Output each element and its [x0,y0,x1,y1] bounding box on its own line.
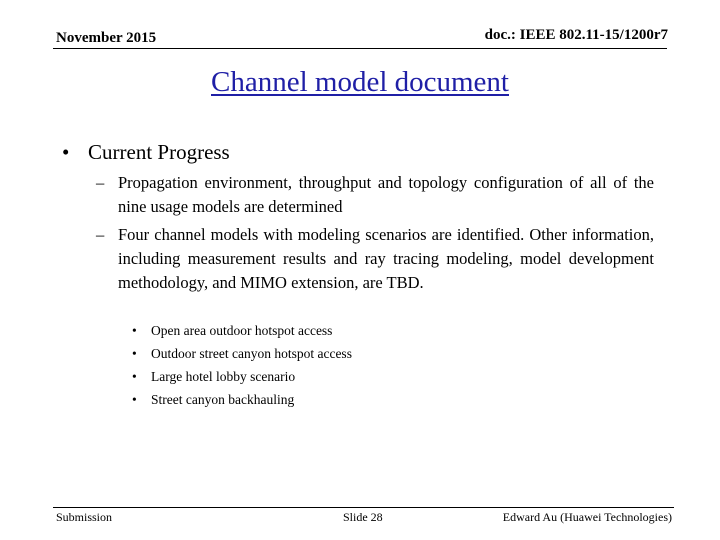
dash-item-1 [96,171,654,219]
footer-divider [53,507,674,508]
dash-item-text: Four channel models with modeling scenarios are identified. Other information, including measurement results and ray tracing modeling, model development methodology, and MIMO extension, are TBD. [118,225,654,292]
header-doc-id: doc.: IEEE 802.11-15/1200r7 [484,27,668,43]
dash-item-text: Propagation environment, throughput and topology configuration of all of the nine usage models are determined [118,173,654,216]
slide-title [0,66,720,99]
sub-item-1 [132,323,332,339]
bullet-dot-icon: • [132,392,137,407]
footer-author: Edward Au (Huawei Technologies) [502,510,672,524]
sub-item-text: Large hotel lobby scenario [151,369,296,384]
sub-item-text: Outdoor street canyon hotspot access [151,346,352,361]
bullet-dot-icon: • [62,140,70,164]
bullet-dot-icon: • [132,323,137,338]
sub-item-3 [132,369,295,385]
bullet-dot-icon: • [132,346,137,361]
header-divider [53,48,667,49]
bullet-current-progress [62,140,230,165]
dash-item-2 [96,223,654,295]
sub-item-text: Open area outdoor hotspot access [151,323,333,338]
footer-submission: Submission [56,510,113,524]
sub-item-text: Street canyon backhauling [151,392,295,407]
slide-title-text: Channel model document [211,66,509,98]
sub-item-4 [132,392,294,408]
dash-icon: – [96,225,105,244]
dash-icon: – [96,173,105,192]
bullet-dot-icon: • [132,369,137,384]
footer-slide-number: Slide 28 [343,510,383,524]
bullet-text: Current Progress [88,140,230,164]
header-date: November 2015 [56,30,157,46]
sub-item-2 [132,346,352,362]
